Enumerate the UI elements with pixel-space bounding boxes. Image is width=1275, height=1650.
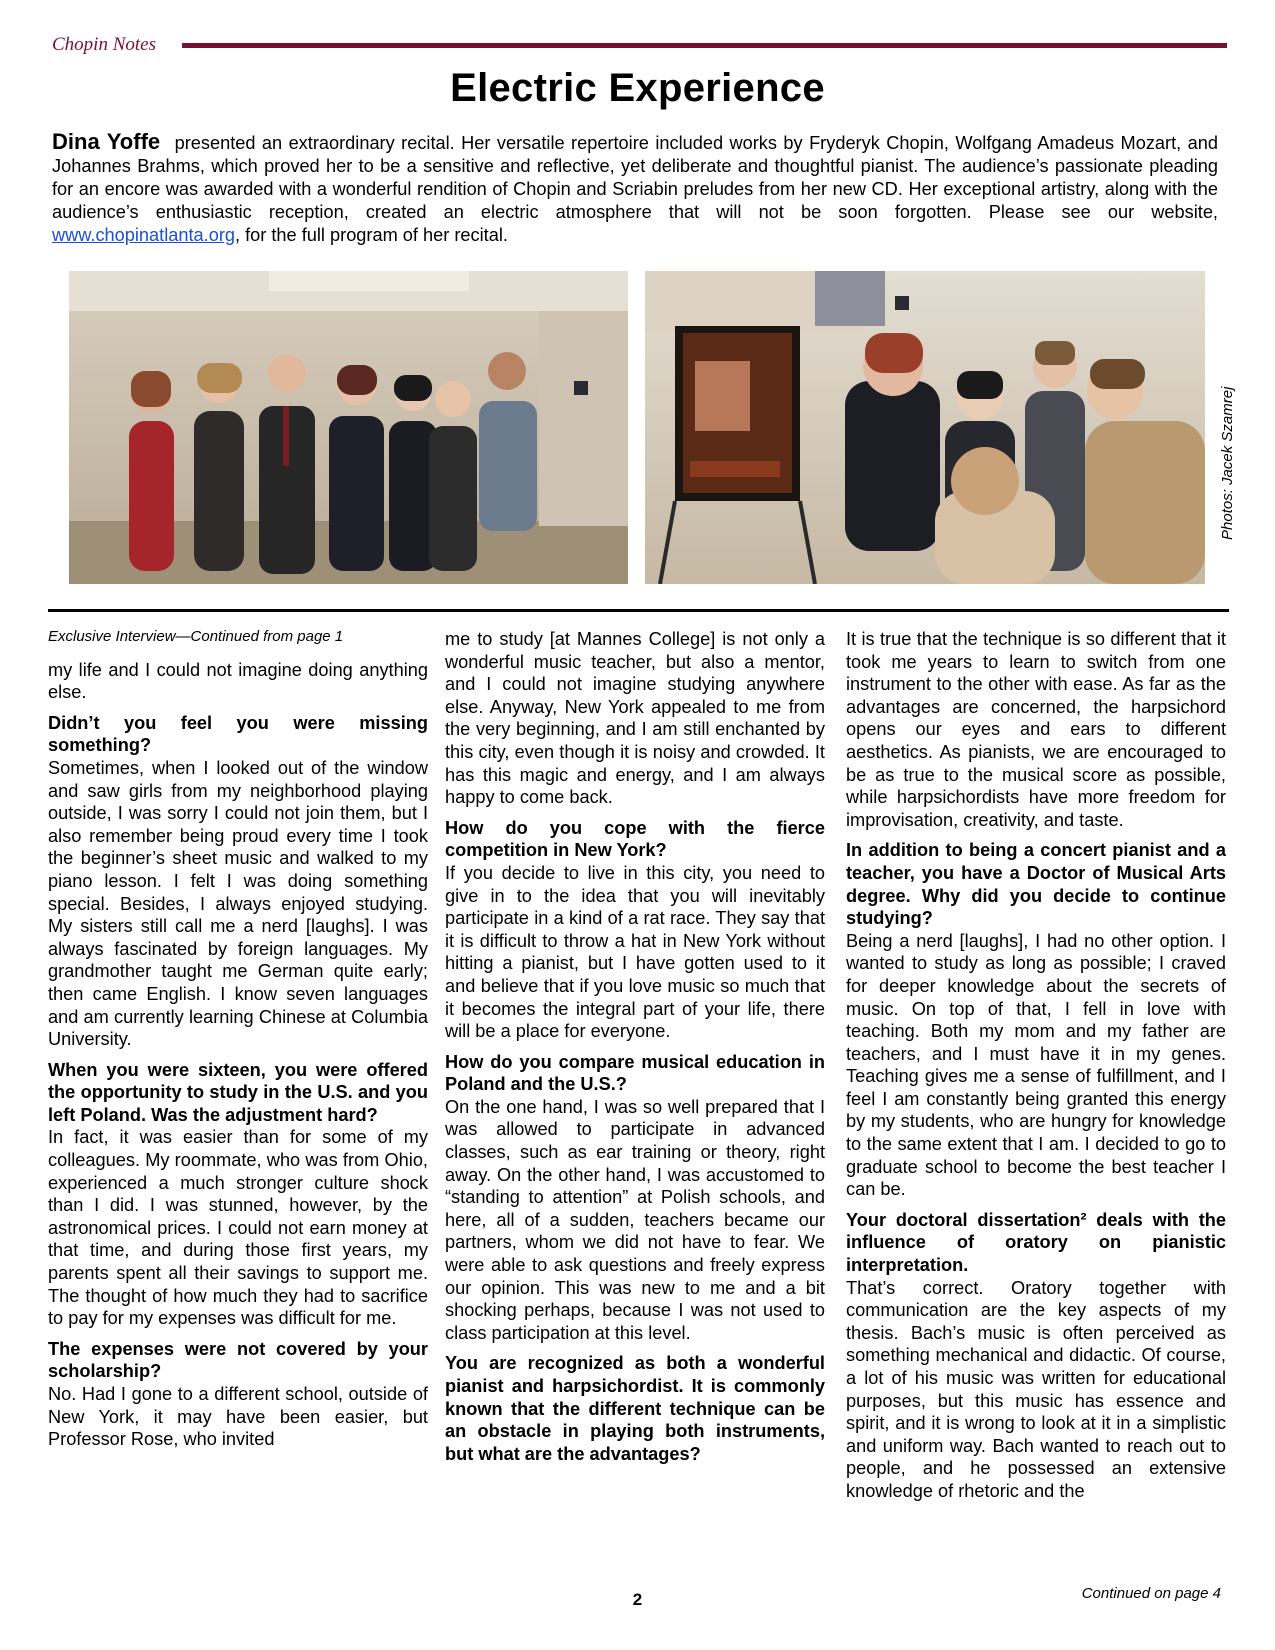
question-heading: You are recognized as both a wonderful pianist and harpsichordist. It is commonly known that the different technique can be an obstacle in playing both instruments, but what are the advantages? bbox=[445, 1353, 825, 1464]
answer-paragraph: In fact, it was easier than for some of my colleagues. My roommate, who was from Ohio, experienced a much stronger culture shock than I did. I was stunned, however, by the astronomical prices. I could not earn money at that time, and during those first years, my parents spent all their savings to support me. The thought of how much they had to sacrifice to pay for my expenses was difficult for me. bbox=[48, 1127, 428, 1329]
interview-column-3 bbox=[846, 628, 1226, 1503]
header-rule bbox=[182, 43, 1227, 48]
answer-paragraph: No. Had I gone to a different school, outside of New York, it may have been easier, but Professor Rose, who invited bbox=[48, 1384, 428, 1450]
continued-from-label: Exclusive Interview—Continued from page 1 bbox=[48, 628, 344, 645]
answer-paragraph: It is true that the technique is so different that it took me years to learn to switch from one instrument to the other with ease. As far as the advantages are concerned, the harpsichord opens our eyes and ears to different aesthetics. As pianists, we are encouraged to be as true to the musical score as possible, while harpsichordists have more freedom for improvisation, creativity, and taste. bbox=[846, 629, 1226, 830]
page-number: 2 bbox=[632, 1590, 643, 1609]
performer-name: Dina Yoffe bbox=[52, 129, 161, 154]
photo-credit: Photos: Jacek Szamrej bbox=[1219, 386, 1236, 540]
question-heading: How do you compare musical education in Poland and the U.S.? bbox=[445, 1051, 825, 1095]
group-photo bbox=[69, 271, 628, 584]
question-heading: Didn’t you feel you were missing something? bbox=[48, 712, 428, 756]
continued-on-label: Continued on page 4 bbox=[1081, 1585, 1221, 1602]
section-name: Chopin Notes bbox=[52, 34, 156, 55]
answer-paragraph: On the one hand, I was so well prepared that I was allowed to participate in advanced classes, such as ear training or theory, right away. On the other hand, I was accustomed to “standing to attention” at Polish schools, and here, all of a sudden, teachers became our partners, whom we did not have to fear. We were able to ask questions and freely express our opinion. This was new to me and a bit shocking perhaps, because I was not used to class participation at this level. bbox=[445, 1096, 825, 1343]
answer-paragraph: Sometimes, when I looked out of the window and saw girls from my neighborhood playing outside, I was sorry I could not join them, but I also remember being proud every time I took the beginner’s sheet music and walked to my piano lesson. I felt I was doing something special. Besides, I always enjoyed studying. My sisters still call me a nerd [laughs]. I was always fascinated by foreign languages. My grandmother taught me German quite early; then came English. I know seven languages and am currently learning Chinese at Columbia University. bbox=[48, 757, 428, 1050]
section-divider bbox=[48, 609, 1229, 612]
answer-paragraph: me to study [at Mannes College] is not only a wonderful music teacher, but also a mentor, and I could not imagine studying anywhere else. Anyway, New York appealed to me from the very beginning, and I am still enchanted by this city, even though it is noisy and crowded. It has this magic and energy, and I am always happy to come back. bbox=[445, 629, 825, 808]
intro-text: presented an extraordinary recital. Her versatile repertoire included works by Fryderyk Chopin, Wolfgang Amadeus Mozart, and Johannes Brahms, which proved her to be a sensitive and reflective, yet deliberate and thoughtful pianist. The audience’s passionate pleading for an encore was awarded with a wonderful rendition of Chopin and Scriabin preludes from her new CD. Her exceptional artistry, along with the audience’s enthusiastic reception, created an electric atmosphere that will not be soon forgotten. Please see our website, bbox=[52, 133, 1218, 222]
question-heading: In addition to being a concert pianist and a teacher, you have a Doctor of Musical Arts degree. Why did you decide to continue studying? bbox=[846, 840, 1226, 929]
article-intro bbox=[52, 130, 1218, 247]
answer-paragraph: If you decide to live in this city, you need to give in to the idea that you will inevitably participate in a kind of a rat race. They say that it is difficult to throw a hat in New York without hitting a pianist, but I have gotten used to it and believe that if you love music so much that it becomes the integral part of your life, there will be a place for everyone. bbox=[445, 862, 825, 1042]
website-link[interactable]: www.chopinatlanta.org bbox=[52, 225, 235, 245]
intro-tail: , for the full program of her recital. bbox=[235, 225, 508, 245]
interview-column-2 bbox=[445, 628, 825, 1465]
answer-paragraph: That’s correct. Oratory together with communication are the key aspects of my thesis. Bach’s music is often perceived as something mechanical and didactic. Of course, a lot of his music was written for educational purposes, but this music has essence and spirit, and it is wrong to look at it in a simplistic and uniform way. Bach wanted to reach out to people, and he possessed an extensive knowledge of rhetoric and the bbox=[846, 1277, 1226, 1501]
interview-column-1 bbox=[48, 626, 428, 1451]
question-heading: Your doctoral dissertation² deals with the influence of oratory on pianistic interpretation. bbox=[846, 1209, 1226, 1276]
answer-paragraph: Being a nerd [laughs], I had no other option. I wanted to study as long as possible; I craved for deeper knowledge about the secrets of music. On top of that, I fell in love with teaching. Both my mom and my father are teachers, and I must have it in my genes. Teaching gives me a sense of fulfillment, and I feel I am constantly being granted this energy by my students, who are hungry for knowledge to the same extent that I am. I decided to go to graduate school to become the best teacher I can be. bbox=[846, 930, 1226, 1200]
signing-photo bbox=[645, 271, 1205, 584]
answer-paragraph: my life and I could not imagine doing anything else. bbox=[48, 659, 428, 703]
question-heading: The expenses were not covered by your scholarship? bbox=[48, 1338, 428, 1382]
question-heading: How do you cope with the fierce competition in New York? bbox=[445, 817, 825, 861]
article-title: Electric Experience bbox=[450, 66, 825, 110]
page-header bbox=[52, 30, 1227, 60]
question-heading: When you were sixteen, you were offered the opportunity to study in the U.S. and you left Poland. Was the adjustment hard? bbox=[48, 1059, 428, 1125]
